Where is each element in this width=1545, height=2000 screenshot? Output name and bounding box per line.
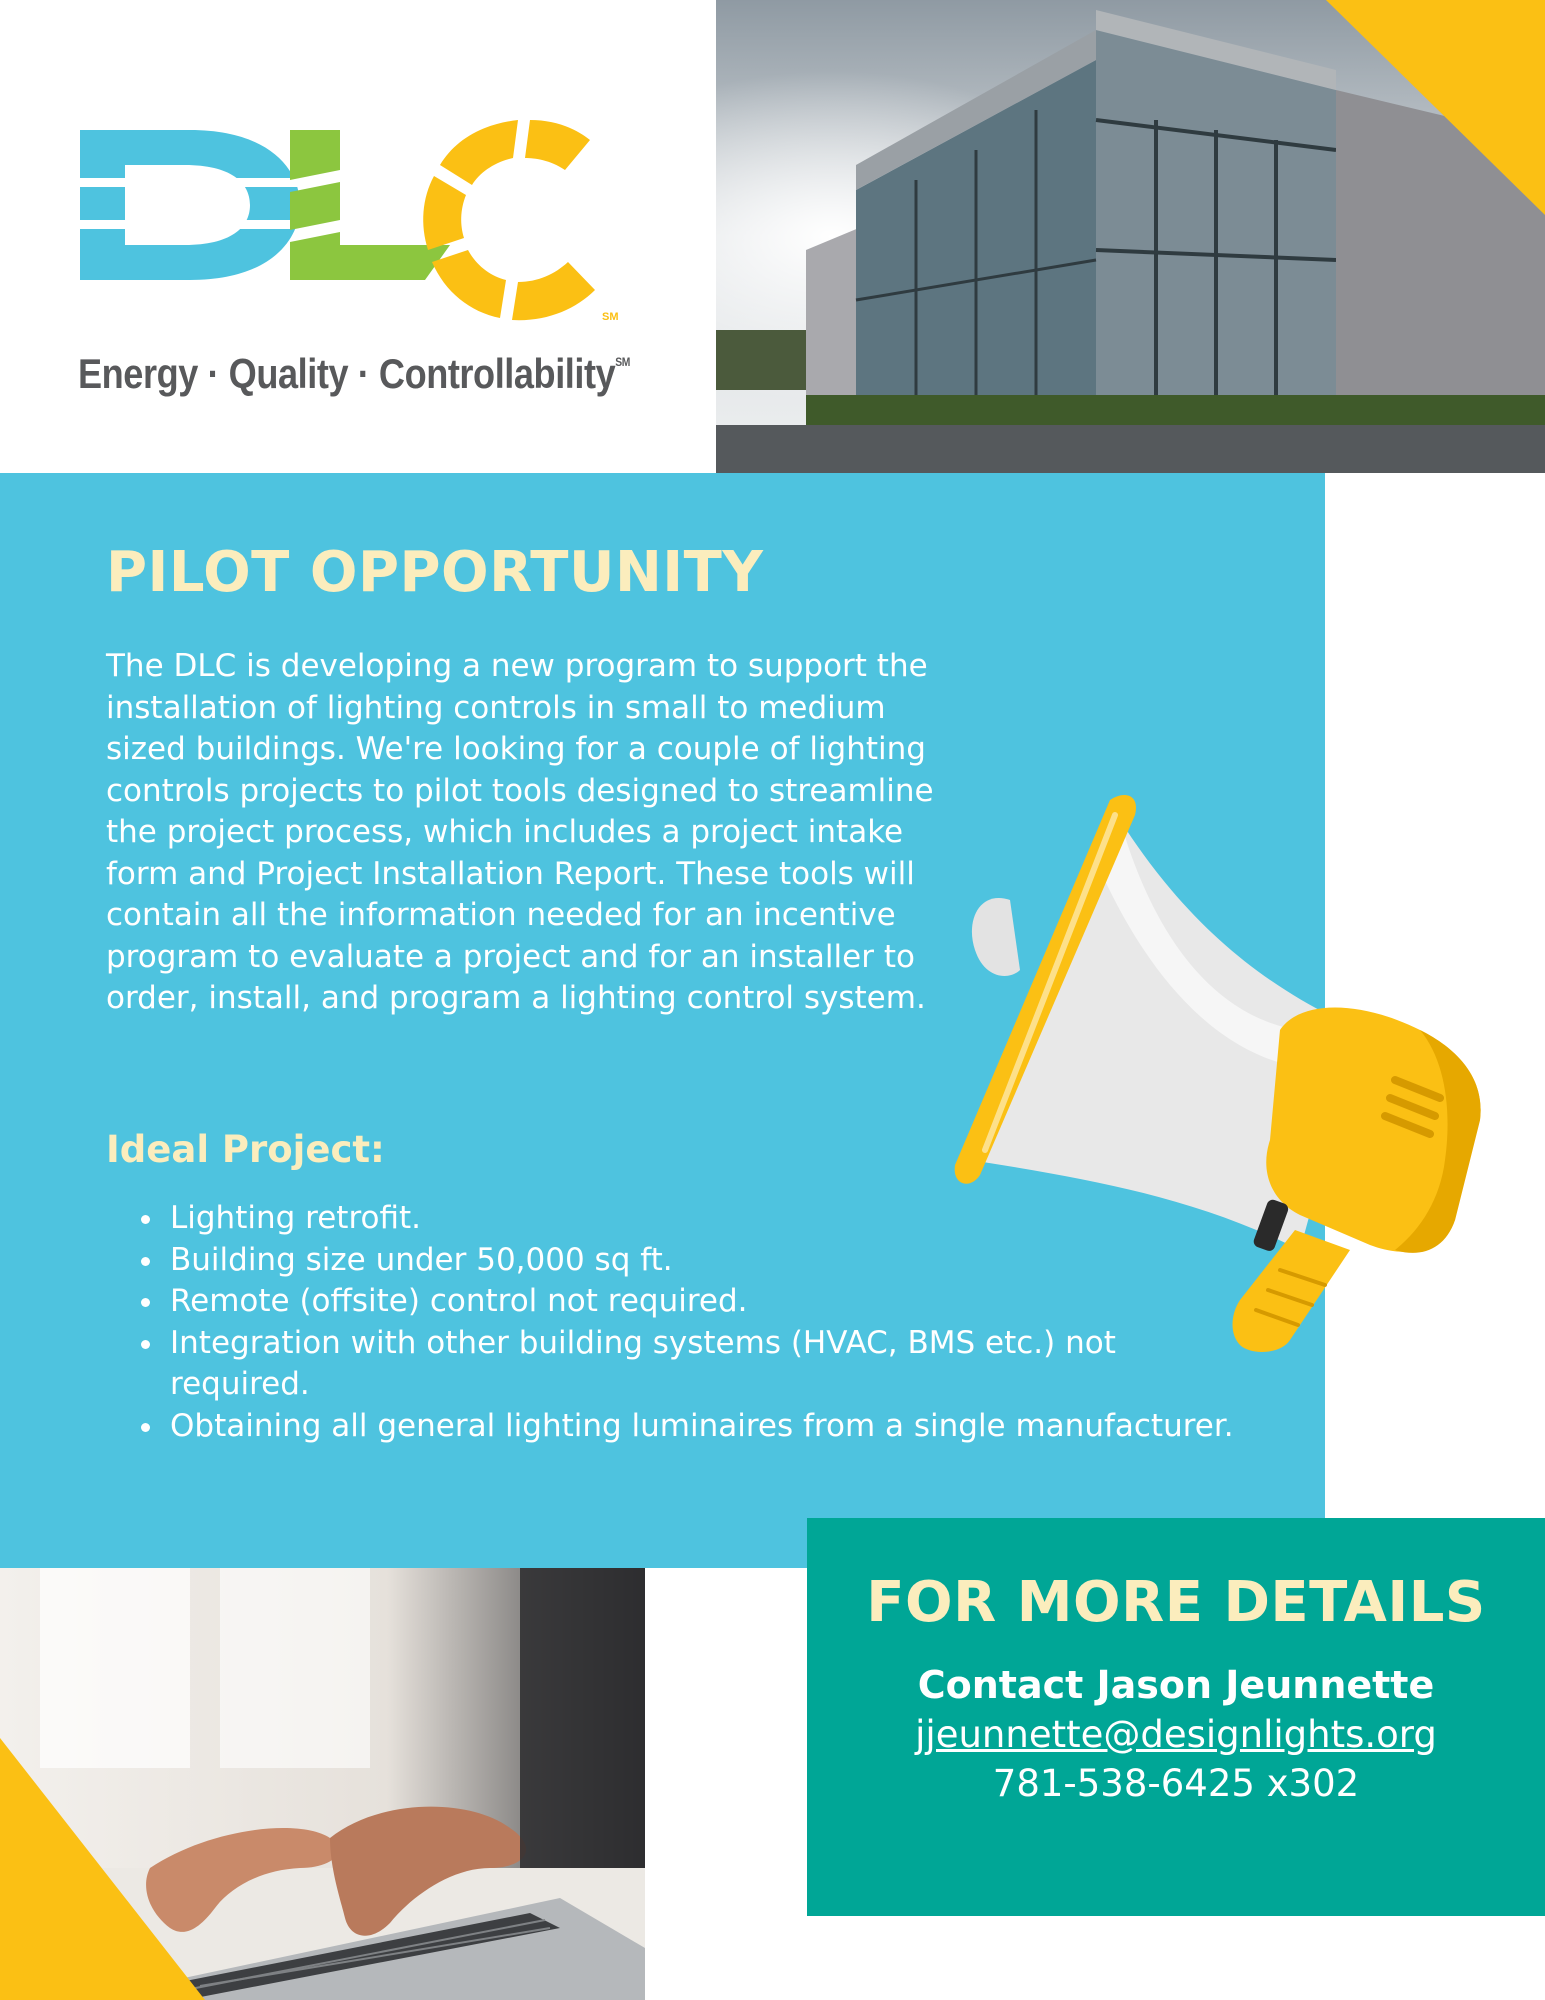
list-item: • Lighting retrofit.: [166, 1198, 1256, 1240]
contact-box: [807, 1518, 1545, 1916]
contact-email-link[interactable]: jjeunnette@designlights.org: [915, 1713, 1437, 1756]
more-details-heading: FOR MORE DETAILS: [866, 1570, 1486, 1635]
typing-laptop-photo: [0, 1568, 645, 2000]
list-item: • Integration with other building systems (HVAC, BMS etc.) not required.: [166, 1323, 1256, 1406]
megaphone-icon: [940, 780, 1500, 1360]
contact-name: Contact Jason Jeunnette: [917, 1663, 1435, 1707]
contact-phone: 781-538-6425 x302: [992, 1762, 1360, 1805]
ideal-project-heading: Ideal Project:: [106, 1128, 385, 1171]
pilot-opportunity-heading: PILOT OPPORTUNITY: [106, 540, 764, 605]
logo-tagline: [78, 350, 630, 398]
office-building-photo: [716, 0, 1545, 473]
logo-service-mark: SM: [602, 311, 619, 323]
tagline-service-mark: SM: [615, 355, 630, 369]
pilot-description: The DLC is developing a new program to support the installation of lighting controls in small to medium sized buildings. We're looking for a couple of lighting controls projects to pilot tools designed to streamline the project process, which includes a project intake form and Project Installation Report. These tools will contain all the information needed for an incentive program to evaluate a project and for an installer to order, install, and program a lighting control system.: [106, 648, 934, 1016]
tagline-text: Energy · Quality · Controllability: [78, 350, 616, 397]
list-item: • Remote (offsite) control not required.: [166, 1281, 1256, 1323]
list-item: • Obtaining all general lighting luminaires from a single manufacturer.: [166, 1406, 1256, 1448]
list-item: • Building size under 50,000 sq ft.: [166, 1240, 1256, 1282]
